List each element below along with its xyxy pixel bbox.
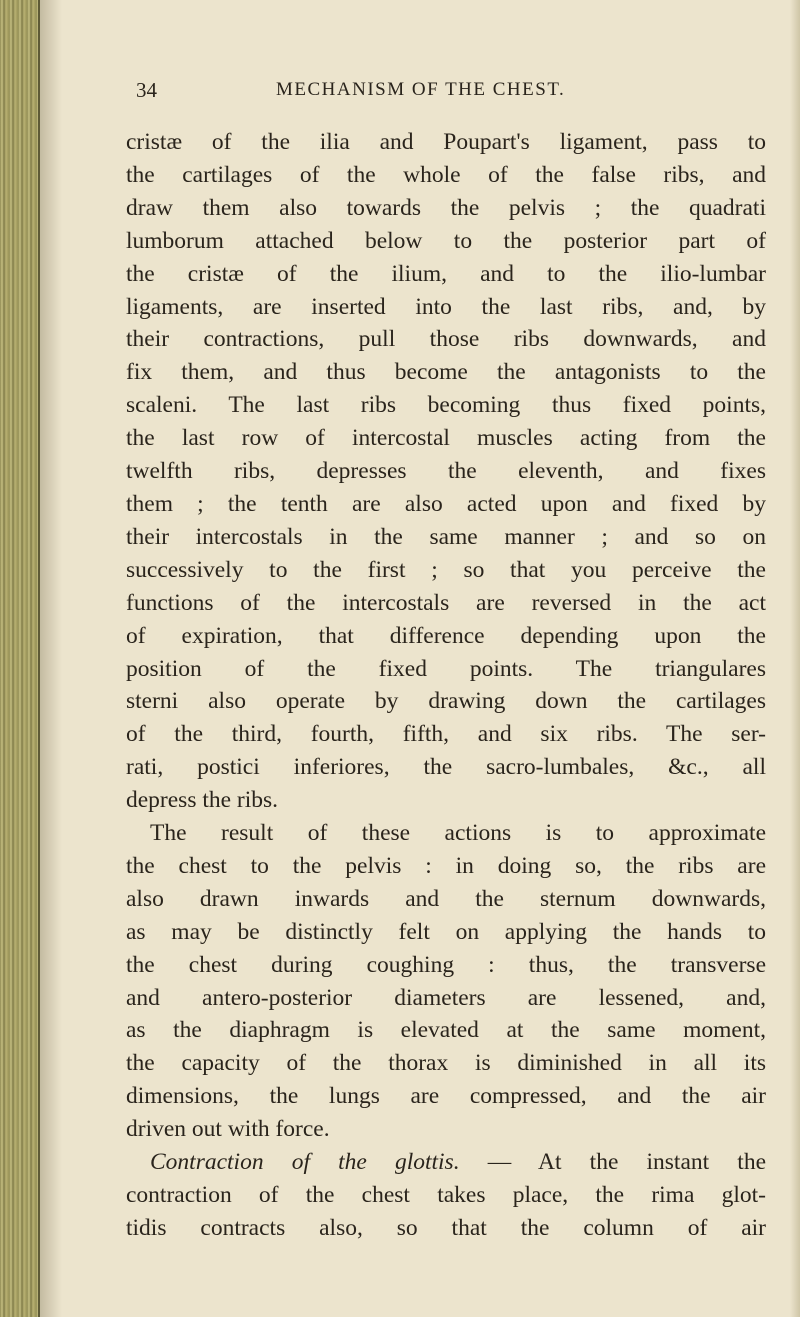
- text-line: them ; the tenth are also acted upon and fixed by: [126, 490, 766, 517]
- text-line: contraction of the chest takes place, the rima glot-: [126, 1182, 766, 1208]
- running-title: MECHANISM OF THE CHEST.: [276, 79, 566, 100]
- page-edge: [790, 0, 800, 1317]
- page-number: 34: [136, 78, 157, 102]
- text-line: their intercostals in the same manner ; and so on: [126, 523, 766, 550]
- text-line: of the third, fourth, fifth, and six ribs. The ser-: [126, 721, 766, 748]
- text-line: scaleni. The last ribs becoming thus fixed points,: [126, 392, 766, 419]
- text-line: the chest to the pelvis : in doing so, the ribs are: [126, 852, 766, 879]
- text-line: cristæ of the ilia and Poupart's ligament, pass to: [126, 129, 766, 155]
- section-heading: Contraction of the glottis.: [150, 1149, 460, 1176]
- paragraph-end-line: depress the ribs.: [126, 787, 279, 814]
- text-line: rati, postici inferiores, the sacro-lumbales, &c., all: [126, 754, 766, 781]
- book-spine: [0, 0, 40, 1317]
- text-line: the chest during coughing : thus, the transverse: [126, 951, 766, 978]
- text-line: functions of the intercostals are reversed in the act: [126, 589, 766, 616]
- text-line: ligaments, are inserted into the last ribs, and, by: [126, 293, 766, 320]
- paragraph-end-line: driven out with force.: [126, 1116, 330, 1143]
- section-first-line: [126, 1146, 766, 1179]
- text-line: sterni also operate by drawing down the cartilages: [126, 688, 766, 715]
- text-line: lumborum attached below to the posterior part of: [126, 227, 766, 254]
- paragraph-start-line: The result of these actions is to approximate: [150, 820, 766, 847]
- text-line: twelfth ribs, depresses the eleventh, and fixes: [126, 458, 766, 485]
- text-line: tidis contracts also, so that the column of air: [126, 1214, 766, 1241]
- text-line: of expiration, that difference depending upon the: [126, 622, 766, 649]
- text-line: fix them, and thus become the antagonists to the: [126, 359, 766, 386]
- gutter-shadow: [40, 0, 62, 1317]
- text-line: the cristæ of the ilium, and to the ilio-lumbar: [126, 260, 766, 287]
- text-line: and antero-posterior diameters are lessened, and,: [126, 984, 766, 1011]
- text-line: their contractions, pull those ribs downwards, and: [126, 326, 766, 353]
- text-line: as may be distinctly felt on applying the hands to: [126, 918, 766, 945]
- text-line: as the diaphragm is elevated at the same moment,: [126, 1017, 766, 1044]
- running-header: [126, 78, 766, 112]
- text-line: position of the fixed points. The triangulares: [126, 655, 766, 682]
- text-line: draw them also towards the pelvis ; the quadrati: [126, 194, 766, 221]
- text-line: dimensions, the lungs are compressed, and the air: [126, 1083, 766, 1110]
- text-line: the capacity of the thorax is diminished in all its: [126, 1050, 766, 1077]
- text-line: successively to the first ; so that you perceive the: [126, 556, 766, 583]
- text-line: the cartilages of the whole of the false ribs, and: [126, 161, 766, 188]
- book-page: [126, 78, 766, 1245]
- text-line: the last row of intercostal muscles acting from the: [126, 425, 766, 452]
- body-text: [126, 126, 766, 1245]
- text-line: also drawn inwards and the sternum downwards,: [126, 885, 766, 912]
- section-intro-text: — At the instant the: [487, 1149, 766, 1176]
